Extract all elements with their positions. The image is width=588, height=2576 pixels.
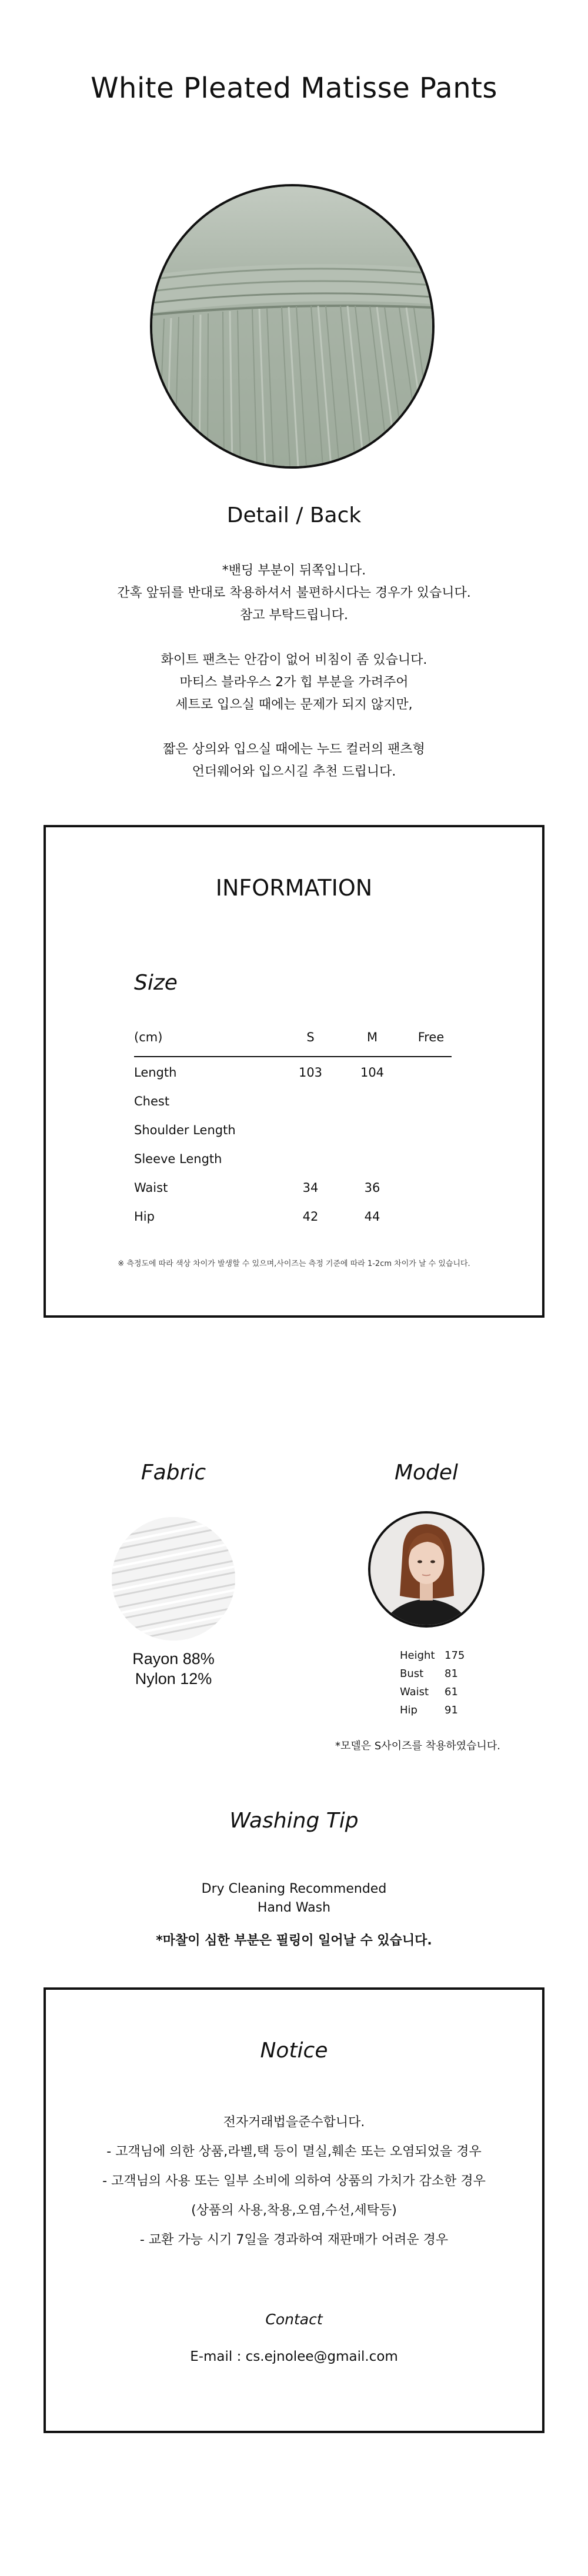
measurement-value: 61 xyxy=(445,1686,458,1698)
measurement-row xyxy=(400,1646,465,1665)
fabric-heading: Fabric xyxy=(141,1461,206,1485)
cell-m: 36 xyxy=(364,1181,380,1195)
product-title: White Pleated Matisse Pants xyxy=(91,72,497,105)
contact-email: E-mail : cs.ejnolee@gmail.com xyxy=(190,2349,398,2364)
fabric-composition xyxy=(112,1649,235,1689)
header-m: M xyxy=(366,1030,378,1044)
notice-line: - 고객님의 사용 또는 일부 소비에 의하여 상품의 가치가 감소한 경우 xyxy=(102,2174,486,2189)
information-title: INFORMATION xyxy=(215,875,373,901)
measurement-row xyxy=(400,1701,465,1719)
table-row xyxy=(134,1065,452,1094)
note-line: *밴딩 부분이 뒤쪽입니다. xyxy=(222,563,366,578)
cell-s: 34 xyxy=(302,1181,319,1195)
row-label: Length xyxy=(134,1065,177,1080)
washing-line: Hand Wash xyxy=(257,1900,331,1915)
note-line: 화이트 팬츠는 안감이 없어 비침이 좀 있습니다. xyxy=(161,653,427,667)
model-portrait xyxy=(370,1513,482,1625)
model-heading: Model xyxy=(394,1461,459,1485)
note-line: 간혹 앞뒤를 반대로 착용하셔서 불편하시다는 경우가 있습니다. xyxy=(117,586,471,600)
fabric-line: Nylon 12% xyxy=(135,1670,212,1688)
measurement-key: Height xyxy=(400,1649,435,1662)
table-row xyxy=(134,1152,452,1181)
note-line: 참고 부탁드립니다. xyxy=(239,608,348,623)
measurement-row xyxy=(400,1683,465,1701)
row-label: Waist xyxy=(134,1181,168,1195)
cell-m: 104 xyxy=(360,1065,385,1080)
model-size-note: *모델은 S사이즈를 착용하였습니다. xyxy=(335,1740,501,1752)
washing-warning: *마찰이 심한 부분은 필링이 일어날 수 있습니다. xyxy=(156,1933,432,1948)
cell-m: 44 xyxy=(364,1210,380,1224)
measurement-row xyxy=(400,1665,465,1683)
notice-lines xyxy=(0,2108,588,2255)
notice-line: - 교환 가능 시기 7일을 경과하여 재판매가 어려운 경우 xyxy=(139,2233,449,2247)
header-unit: (cm) xyxy=(134,1030,163,1044)
fabric-swatch xyxy=(112,1517,235,1641)
size-heading: Size xyxy=(134,971,178,995)
detail-back-photo xyxy=(150,184,435,469)
table-row xyxy=(134,1123,452,1152)
table-row xyxy=(134,1210,452,1238)
measurement-value: 91 xyxy=(445,1704,458,1716)
measurement-value: 81 xyxy=(445,1668,458,1680)
note-line: 세트로 입으실 때에는 문제가 되지 않지만, xyxy=(175,697,413,712)
note-line: 언더웨어와 입으시길 추천 드립니다. xyxy=(192,764,396,779)
notice-heading: Notice xyxy=(260,2039,328,2063)
contact-heading: Contact xyxy=(265,2311,323,2328)
pleated-fabric-illustration xyxy=(152,186,432,466)
detail-label: Detail / Back xyxy=(226,503,362,527)
size-table xyxy=(134,1030,452,1238)
size-disclaimer: ※ 측정도에 따라 색상 차이가 발생할 수 있으며,사이즈는 측정 기준에 따라 1-2cm 차이가 날 수 있습니다. xyxy=(118,1259,470,1268)
note-line: 짧은 상의와 입으실 때에는 누드 컬러의 팬츠형 xyxy=(163,742,425,757)
white-pleat-swatch xyxy=(112,1517,235,1641)
note-line xyxy=(0,716,588,739)
notice-line: 전자거래법을준수합니다. xyxy=(223,2115,365,2130)
note-line xyxy=(0,627,588,649)
washing-line: Dry Cleaning Recommended xyxy=(201,1882,387,1896)
table-row xyxy=(134,1181,452,1210)
fabric-line: Rayon 88% xyxy=(132,1650,215,1668)
measurement-value: 175 xyxy=(445,1649,465,1662)
model-measurements xyxy=(400,1646,465,1719)
detail-notes xyxy=(0,560,588,783)
note-line: 마티스 블라우스 2가 힙 부분을 가려주어 xyxy=(179,675,409,690)
cell-s: 103 xyxy=(298,1065,323,1080)
header-free: Free xyxy=(417,1030,445,1044)
washing-tip-heading: Washing Tip xyxy=(229,1809,359,1833)
washing-instructions xyxy=(0,1880,588,1917)
table-row xyxy=(134,1094,452,1123)
row-label: Sleeve Length xyxy=(134,1152,222,1166)
measurement-key: Hip xyxy=(400,1704,417,1716)
notice-line: - 고객님에 의한 상품,라벨,택 등이 멸실,훼손 또는 오염되었을 경우 xyxy=(106,2144,482,2159)
measurement-key: Waist xyxy=(400,1686,429,1698)
model-photo xyxy=(368,1511,485,1628)
row-label: Shoulder Length xyxy=(134,1123,236,1137)
row-label: Chest xyxy=(134,1094,170,1108)
header-s: S xyxy=(306,1030,315,1044)
notice-line: (상품의 사용,착용,오염,수선,세탁등) xyxy=(191,2203,397,2218)
measurement-key: Bust xyxy=(400,1668,424,1680)
row-label: Hip xyxy=(134,1210,155,1224)
size-table-header xyxy=(134,1030,452,1057)
cell-s: 42 xyxy=(302,1210,319,1224)
